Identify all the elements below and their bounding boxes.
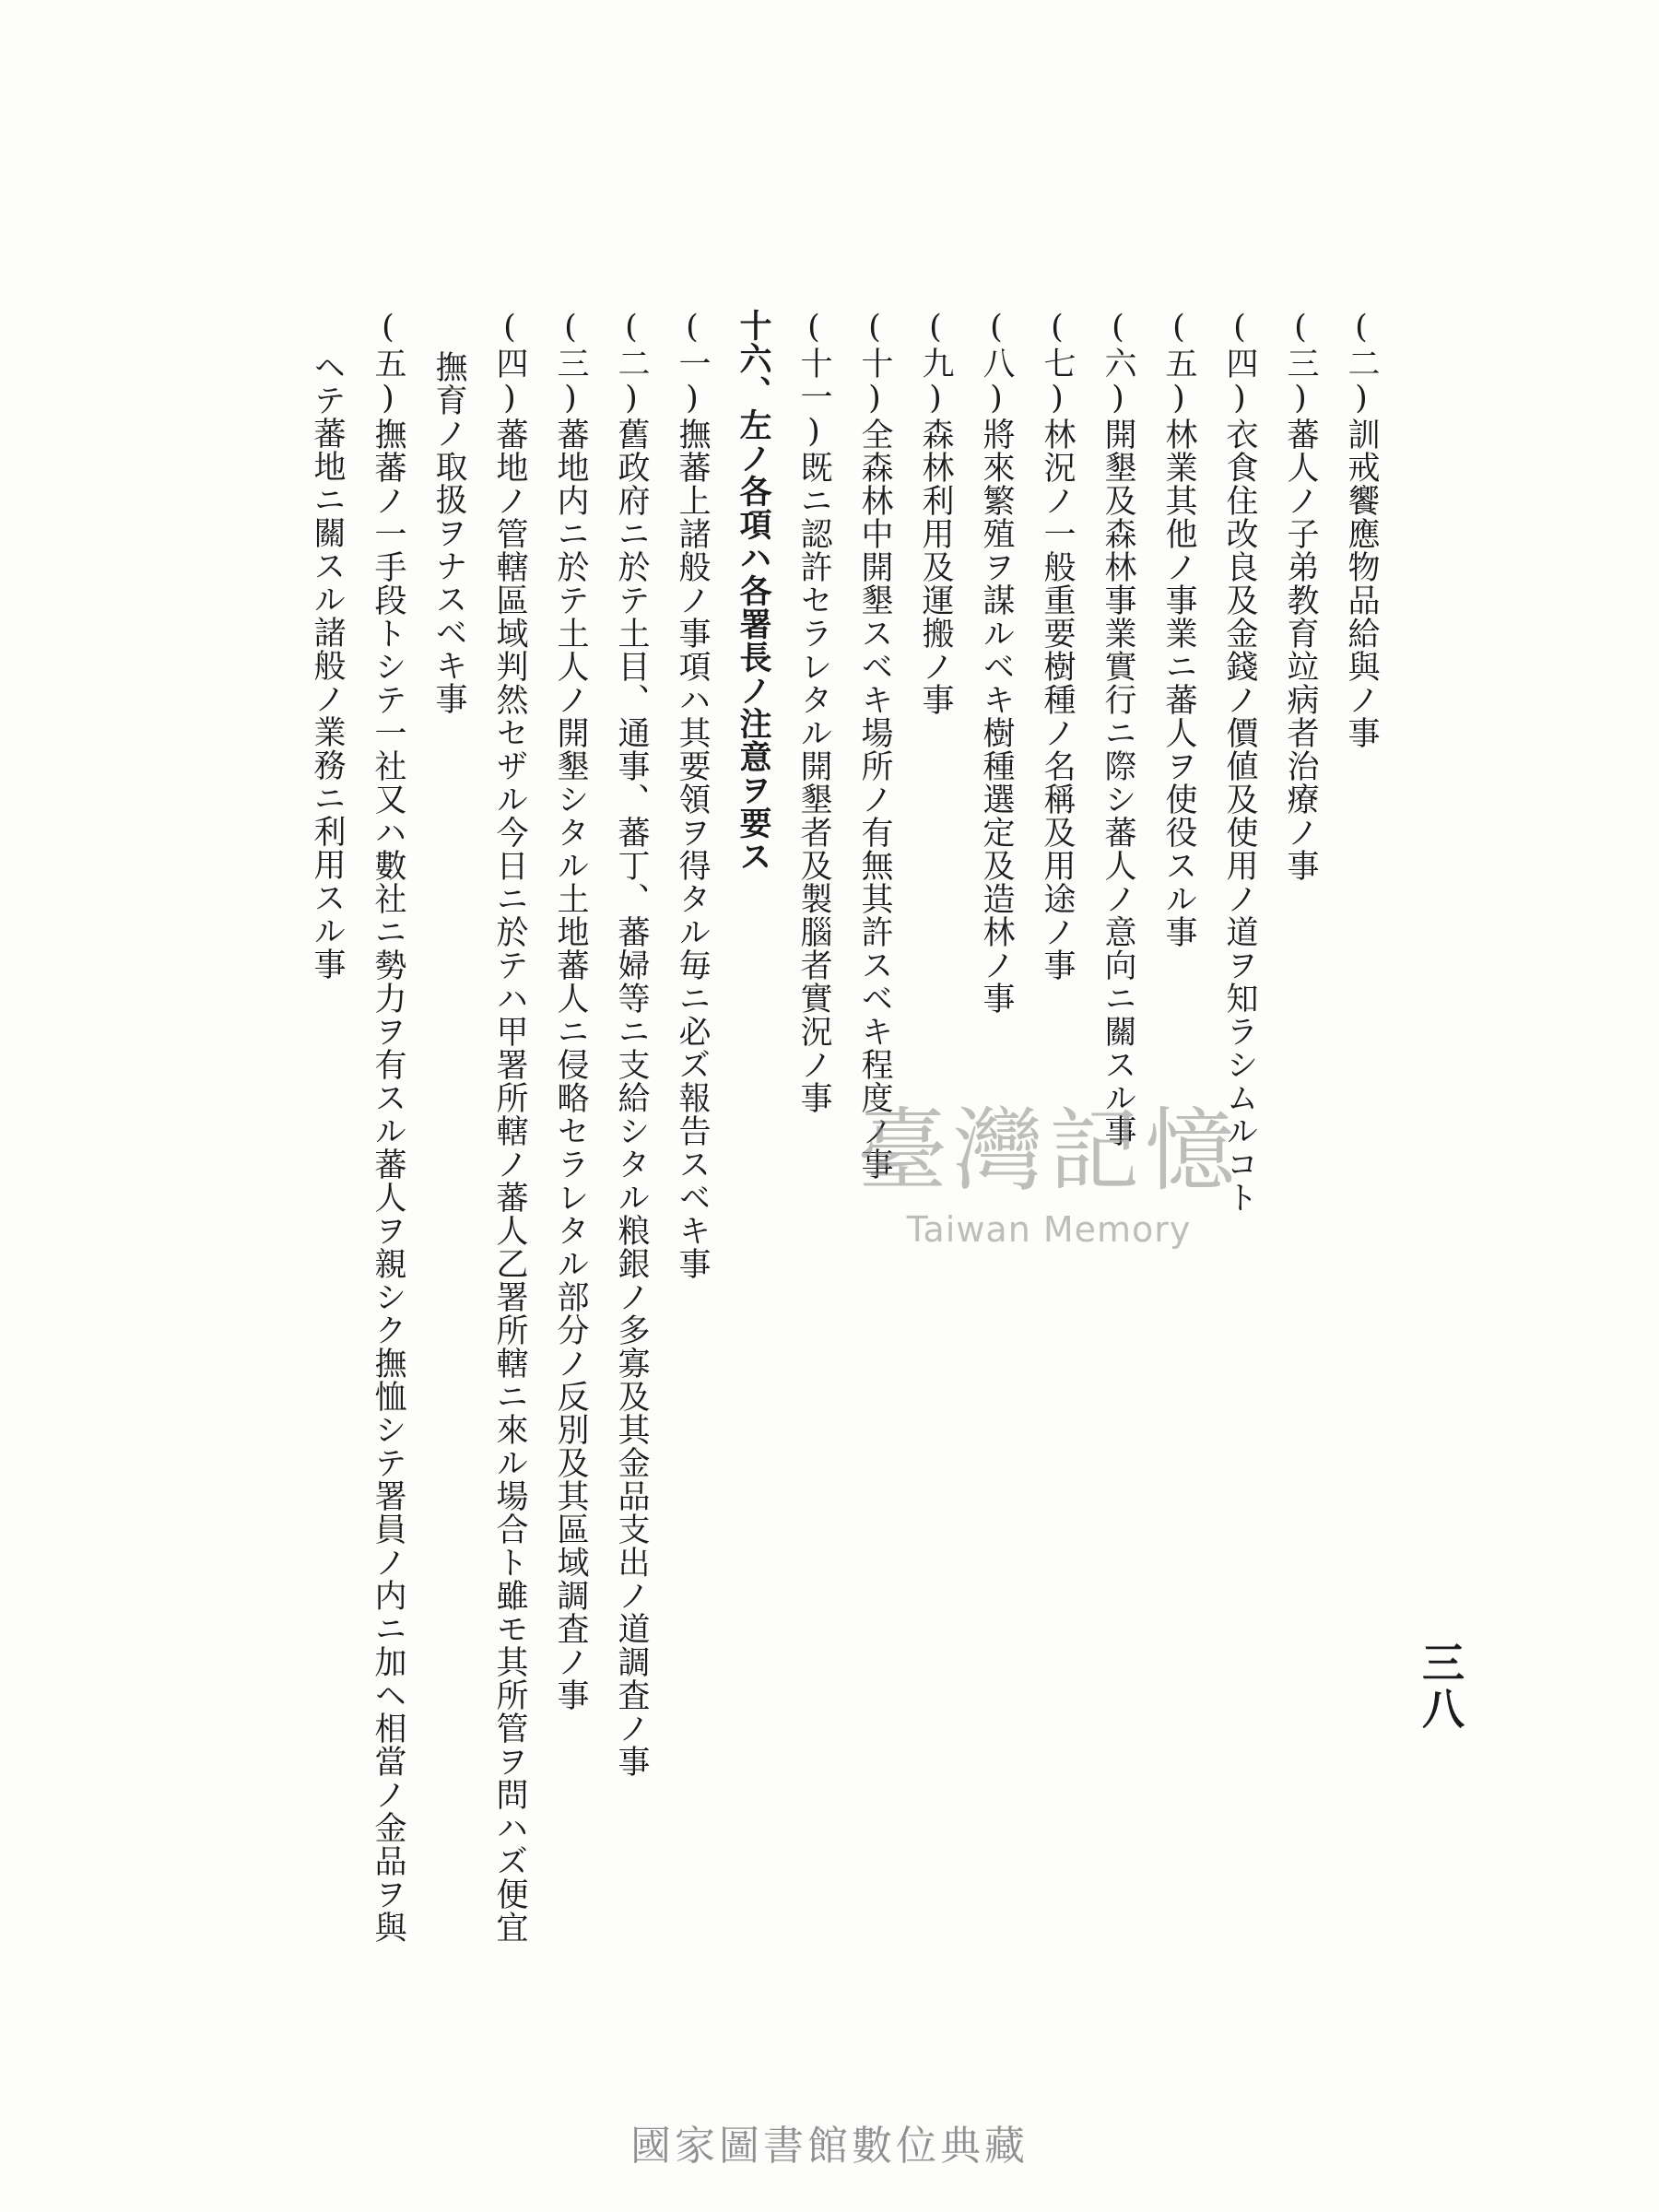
watermark [857, 1099, 1241, 1250]
text-line: (十)全森林中開墾スベキ場所ノ有無其許スベキ程度ノ事 [856, 309, 893, 1181]
text-line: (九)森林利用及運搬ノ事 [917, 309, 954, 716]
text-line: (十一)既ニ認許セラレタル開墾者及製腦者實況ノ事 [795, 309, 832, 1114]
page-number: 三八 [1416, 1641, 1465, 1733]
text-line: (七)林況ノ一般重要樹種ノ名稱及用途ノ事 [1039, 309, 1076, 982]
text-line: (六)開墾及森林事業實行ニ際シ蕃人ノ意向ニ關スル事 [1100, 309, 1136, 1147]
text-line: (五)林業其他ノ事業ニ蕃人ヲ使役スル事 [1160, 309, 1197, 948]
text-line: (四)蕃地ノ管轄區域判然セザル今日ニ於テハ甲署所轄ノ蕃人乙署所轄ニ來ル場合ト雖モ其所管ヲ問ハズ便宜 [491, 309, 528, 1944]
text-line: 撫育ノ取扱ヲナスベキ事 [430, 350, 467, 715]
text-line: (一)撫蕃上諸般ノ事項ハ其要領ヲ得タル毎ニ必ズ報告スベキ事 [674, 309, 711, 1280]
text-line: ヘテ蕃地ニ關スル諸般ノ業務ニ利用スル事 [309, 350, 346, 981]
footer-credit: 國家圖書館數位典藏 [630, 2123, 1029, 2170]
text-line: (二)訓戒饗應物品給與ノ事 [1343, 309, 1380, 749]
text-line: (八)將來繁殖ヲ謀ルベキ樹種選定及造林ノ事 [978, 309, 1015, 1015]
text-line: (四)衣食住改良及金錢ノ價値及使用ノ道ヲ知ラシムルコト [1221, 309, 1258, 1214]
text-line: (二)舊政府ニ於テ土目、通事、蕃丁、蕃婦等ニ支給シタル粮銀ノ多寡及其金品支出ノ道調査ノ事 [613, 309, 650, 1778]
watermark-cjk: 臺灣記憶 [857, 1099, 1241, 1204]
watermark-en: Taiwan Memory [906, 1209, 1192, 1250]
text-line: (三)蕃地内ニ於テ土人ノ開墾シタル土地蕃人ニ侵略セラレタル部分ノ反別及其區域調査ノ事 [552, 309, 589, 1712]
text-line: (三)蕃人ノ子弟教育竝病者治療ノ事 [1282, 309, 1319, 882]
text-line: 十六、左ノ各項ハ各署長ノ注意ヲ要ス [735, 309, 772, 873]
text-line: (五)撫蕃ノ一手段トシテ一社又ハ數社ニ勢力ヲ有スル蕃人ヲ親シク撫恤シテ署員ノ内ニ加ヘ相當ノ金品ヲ與 [370, 309, 406, 1944]
